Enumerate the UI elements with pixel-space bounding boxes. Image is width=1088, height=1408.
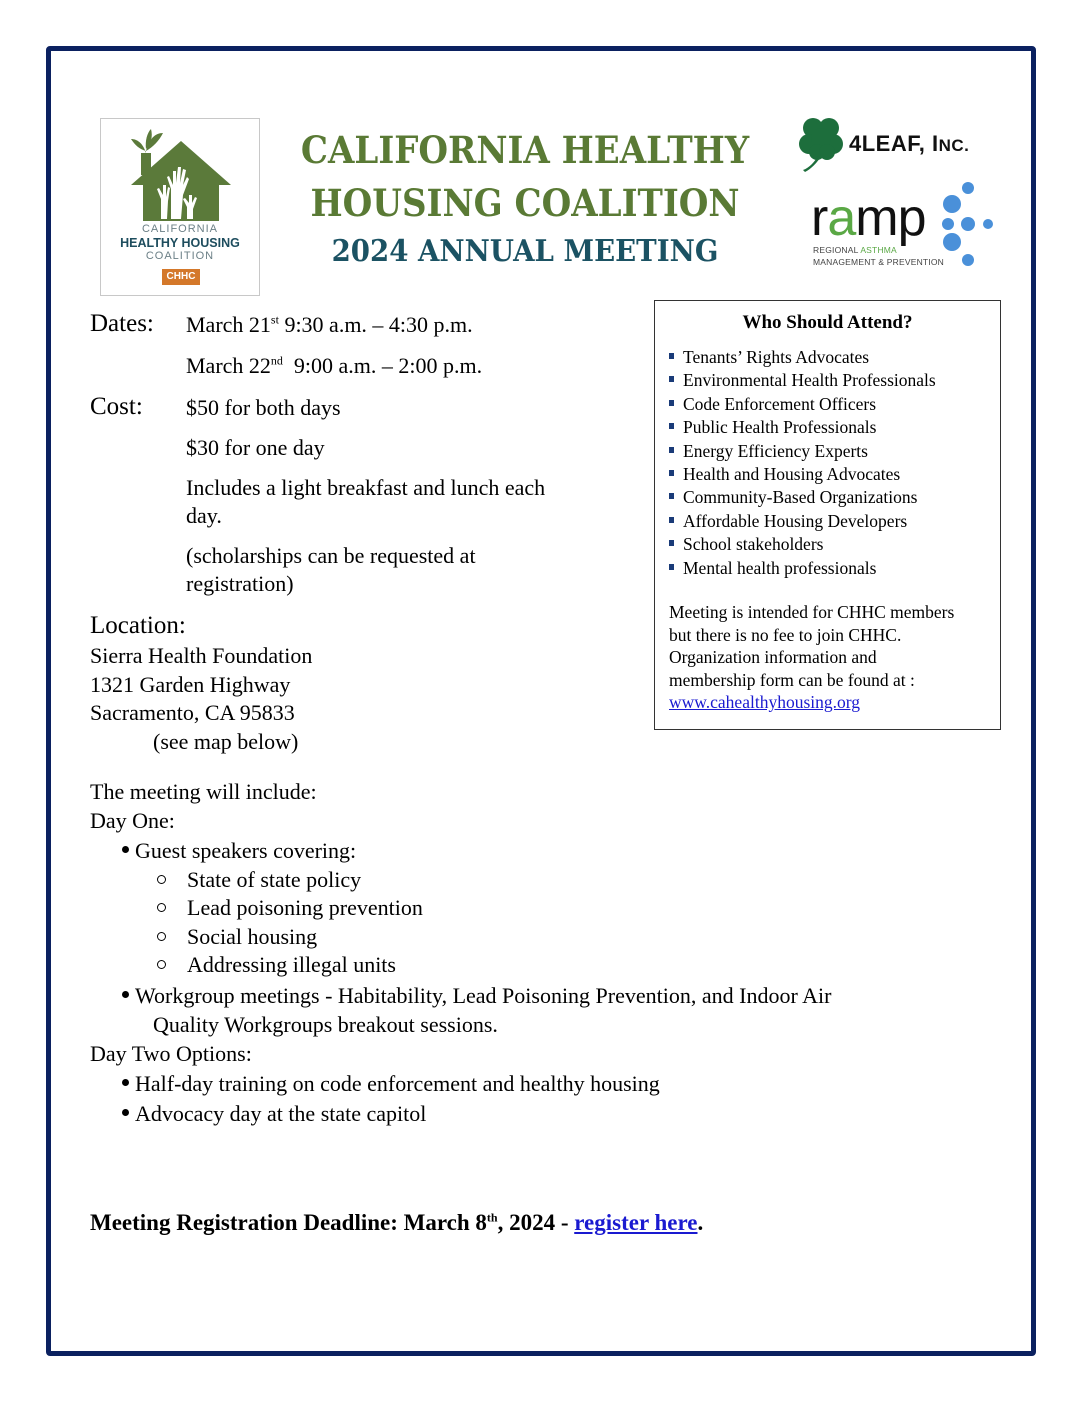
- square-bullet-icon: [669, 423, 674, 429]
- location-street: 1321 Garden Highway: [90, 672, 291, 697]
- attend-item: Affordable Housing Developers: [669, 510, 936, 533]
- bullet-icon: [122, 1109, 129, 1116]
- hollow-bullet-icon: [157, 932, 166, 941]
- hollow-bullet-icon: [157, 903, 166, 912]
- hollow-bullet-icon: [157, 960, 166, 969]
- title-line-1: CALIFORNIA HEALTHY: [300, 128, 750, 172]
- hollow-bullet-icon: [157, 875, 166, 884]
- title-line-2: HOUSING COALITION: [310, 181, 740, 225]
- attend-title: Who Should Attend?: [742, 312, 913, 333]
- square-bullet-icon: [669, 376, 674, 382]
- membership-note-line2: but there is no fee to join CHHC.: [669, 624, 902, 645]
- attend-item: Environmental Health Professionals: [669, 369, 936, 392]
- day-one-sub-item: Lead poisoning prevention: [157, 893, 423, 922]
- cost-label: Cost:: [90, 393, 143, 420]
- attend-item: Community-Based Organizations: [669, 486, 936, 509]
- house-hands-icon: [123, 127, 239, 223]
- square-bullet-icon: [669, 353, 674, 359]
- day-one-bullet-workgroups: Workgroup meetings - Habitability, Lead Poisoning Prevention, and Indoor Air: [122, 981, 831, 1010]
- day-one-bullet-speakers: Guest speakers covering:: [122, 836, 356, 865]
- cost-includes-line1: Includes a light breakfast and lunch each: [186, 475, 546, 500]
- register-here-link[interactable]: register here: [574, 1210, 698, 1235]
- attend-item: Code Enforcement Officers: [669, 393, 936, 416]
- 4leaf-name: 4LEAF, INC.: [849, 131, 970, 156]
- day-one-sub-item: Social housing: [157, 922, 317, 951]
- location-label: Location:: [90, 612, 186, 639]
- day-two-item: Half-day training on code enforcement and healthy housing: [122, 1069, 660, 1098]
- bullet-icon: [122, 1079, 129, 1086]
- attend-item: Public Health Professionals: [669, 416, 936, 439]
- membership-note: [669, 601, 999, 714]
- location-name: Sierra Health Foundation: [90, 643, 313, 668]
- date-day-one: March 21st 9:30 a.m. – 4:30 p.m.: [186, 312, 473, 337]
- attend-item: Energy Efficiency Experts: [669, 440, 936, 463]
- cost-one-day: $30 for one day: [186, 435, 325, 460]
- ramp-logo: [808, 180, 1008, 270]
- day-two-item: Advocacy day at the state capitol: [122, 1099, 426, 1128]
- location-city: Sacramento, CA 95833: [90, 700, 295, 725]
- scholarship-note-line1: (scholarships can be requested at: [186, 543, 476, 568]
- bullet-icon: [122, 846, 129, 853]
- square-bullet-icon: [669, 564, 674, 570]
- chhc-logo-line2: HEALTHY HOUSING: [120, 236, 240, 250]
- membership-note-line4: membership form can be found at :: [669, 669, 915, 690]
- clover-icon: [795, 114, 847, 172]
- attend-list: [669, 346, 936, 580]
- registration-deadline: Meeting Registration Deadline: March 8th, 2024 - register here.: [90, 1210, 704, 1235]
- day-one-label: Day One:: [90, 808, 175, 833]
- day-two-label: Day Two Options:: [90, 1041, 252, 1066]
- who-should-attend-box: [654, 300, 1001, 730]
- location-map-note: (see map below): [153, 729, 299, 754]
- square-bullet-icon: [669, 470, 674, 476]
- dates-label: Dates:: [90, 310, 154, 337]
- website-link[interactable]: www.cahealthyhousing.org: [669, 692, 861, 712]
- attend-item: School stakeholders: [669, 533, 936, 556]
- ramp-wordmark: ramp: [811, 189, 926, 247]
- ramp-dots-icon: [938, 180, 998, 270]
- scholarship-note-line2: registration): [186, 571, 294, 596]
- square-bullet-icon: [669, 517, 674, 523]
- day-one-sub-item: Addressing illegal units: [157, 950, 396, 979]
- 4leaf-logo: [795, 114, 1010, 174]
- cost-both-days: $50 for both days: [186, 395, 341, 420]
- bullet-icon: [122, 991, 129, 998]
- agenda-intro: The meeting will include:: [90, 779, 317, 804]
- square-bullet-icon: [669, 540, 674, 546]
- chhc-logo-line3: COALITION: [145, 250, 215, 262]
- attend-item: Tenants’ Rights Advocates: [669, 346, 936, 369]
- square-bullet-icon: [669, 493, 674, 499]
- membership-note-line1: Meeting is intended for CHHC members: [669, 602, 955, 622]
- membership-note-line3: Organization information and: [669, 647, 877, 667]
- meeting-subtitle: 2024 ANNUAL MEETING: [331, 234, 719, 269]
- day-one-sub-item: State of state policy: [157, 865, 361, 894]
- square-bullet-icon: [669, 447, 674, 453]
- cost-includes-line2: day.: [186, 503, 222, 528]
- square-bullet-icon: [669, 400, 674, 406]
- ramp-sub-line1: REGIONAL ASTHMA: [813, 245, 897, 255]
- chhc-logo-line1: CALIFORNIA: [141, 223, 218, 235]
- attend-item: Mental health professionals: [669, 557, 936, 580]
- chhc-logo: [100, 118, 260, 296]
- day-one-workgroups-line2: Quality Workgroups breakout sessions.: [153, 1012, 498, 1037]
- chhc-badge: CHHC: [162, 269, 200, 285]
- date-day-two: March 22nd 9:00 a.m. – 2:00 p.m.: [186, 353, 483, 378]
- attend-item: Health and Housing Advocates: [669, 463, 936, 486]
- ramp-sub-line2: MANAGEMENT & PREVENTION: [813, 257, 945, 267]
